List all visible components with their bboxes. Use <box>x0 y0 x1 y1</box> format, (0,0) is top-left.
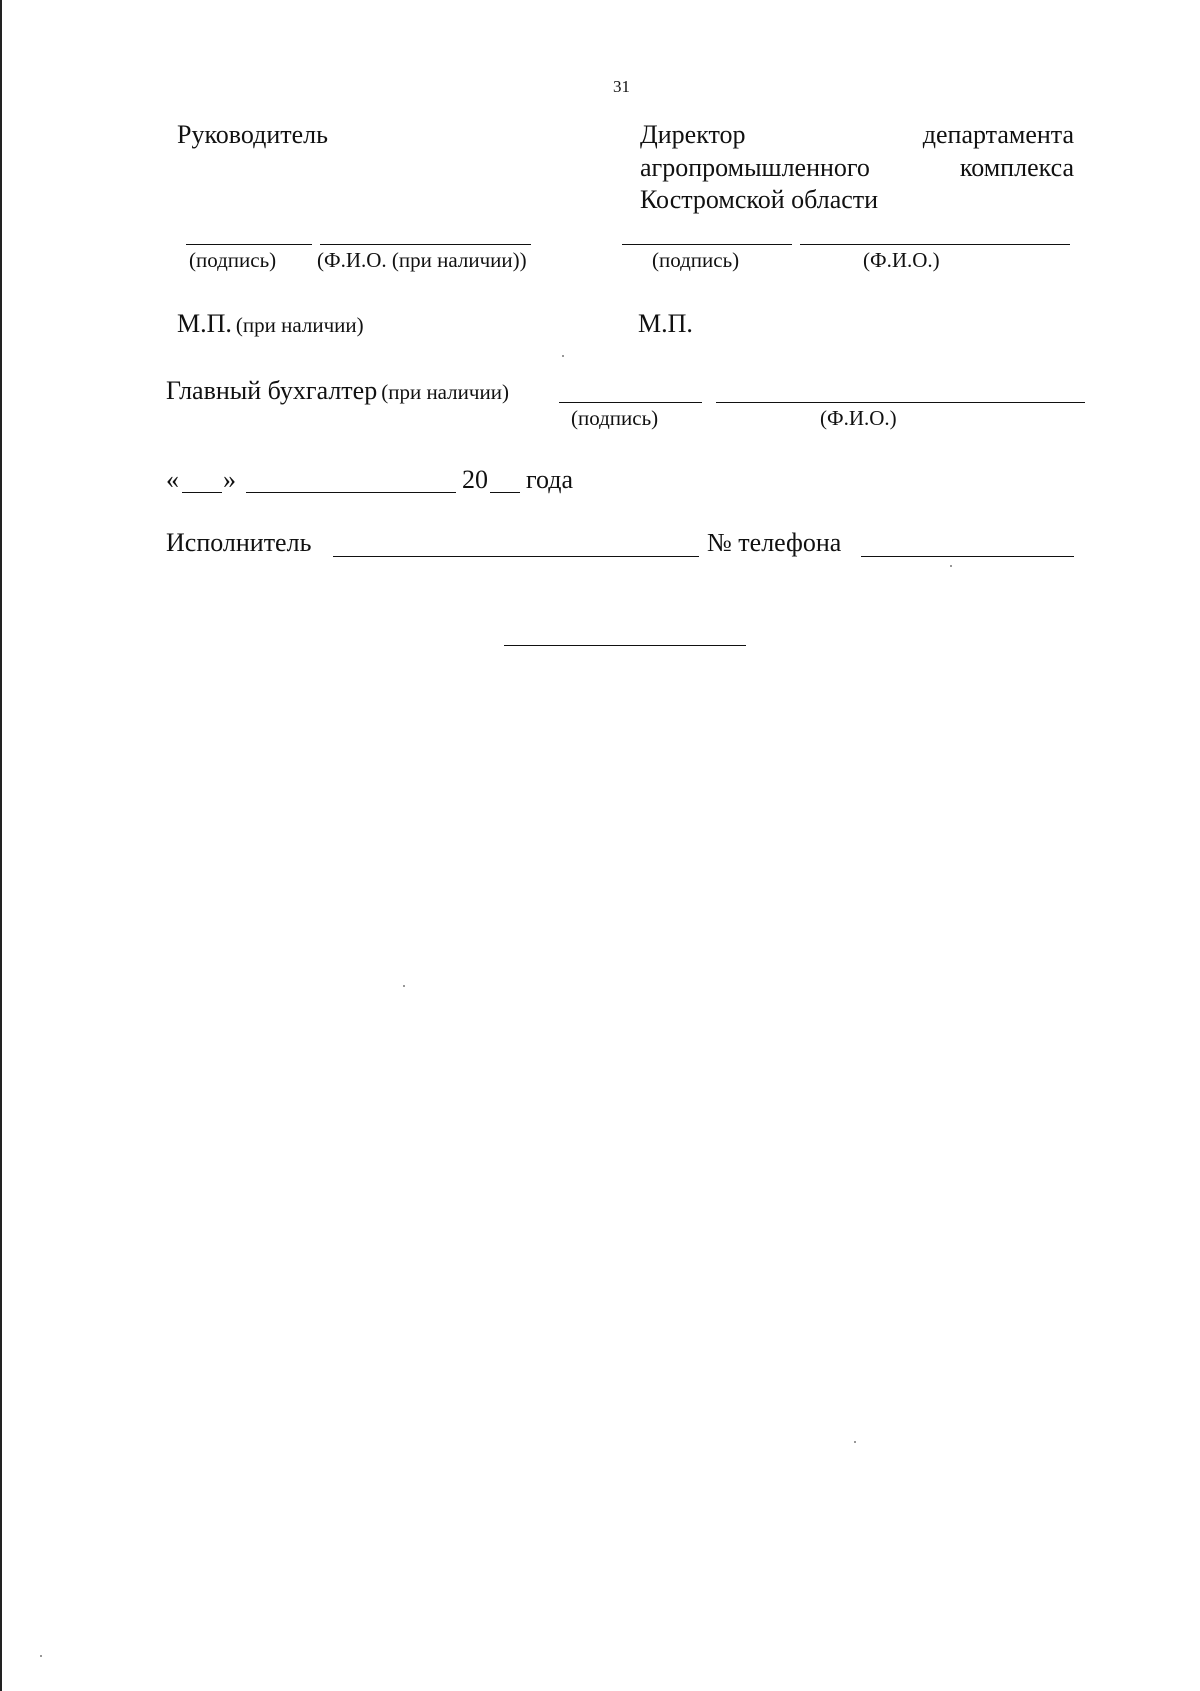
right-title-line-2 <box>640 155 1074 181</box>
right-title-word-complex: комплекса <box>959 153 1074 182</box>
scan-speck <box>854 1441 856 1443</box>
executor-label: Исполнитель <box>166 528 312 557</box>
left-stamp-label: М.П. <box>177 309 232 338</box>
phone-line <box>861 556 1074 557</box>
right-title-line-3: Костромской области <box>640 185 879 214</box>
right-title-word-agro: агропромышленного <box>640 153 870 182</box>
left-fio-caption: (Ф.И.О. (при наличии)) <box>317 248 527 272</box>
left-signature-caption: (подпись) <box>189 248 277 272</box>
scan-speck <box>950 565 952 567</box>
left-stamp-note: (при наличии) <box>235 313 364 337</box>
accountant-signature-line <box>559 402 702 403</box>
page-number: 31 <box>613 77 630 96</box>
right-signature-caption: (подпись) <box>652 248 740 272</box>
right-signature-line <box>622 244 792 245</box>
scan-speck <box>562 355 564 357</box>
left-title: Руководитель <box>177 120 328 149</box>
date-year-line <box>490 492 520 493</box>
date-year-suffix: года <box>526 465 574 494</box>
date-open-quote: « <box>166 465 179 494</box>
accountant-note: (при наличии) <box>381 380 509 404</box>
page-edge <box>0 0 2 1691</box>
right-title-word-department: департамента <box>922 120 1074 149</box>
accountant-fio-caption: (Ф.И.О.) <box>820 406 897 430</box>
accountant-label: Главный бухгалтер <box>166 376 378 405</box>
accountant-signature-caption: (подпись) <box>571 406 659 430</box>
executor-line <box>333 556 699 557</box>
right-title-word-director: Директор <box>640 120 746 149</box>
left-fio-line <box>320 244 531 245</box>
accountant-label-group <box>166 378 509 404</box>
date-month-line <box>246 492 456 493</box>
right-title-line-1 <box>640 122 1074 148</box>
left-signature-line <box>186 244 312 245</box>
scan-speck <box>40 1655 42 1657</box>
right-fio-line <box>800 244 1070 245</box>
date-day-line <box>182 492 222 493</box>
phone-label: № телефона <box>707 528 842 557</box>
accountant-fio-line <box>716 402 1085 403</box>
scan-speck <box>403 985 405 987</box>
end-separator <box>504 645 746 646</box>
left-stamp <box>177 311 364 337</box>
date-close-quote: » <box>223 465 236 494</box>
right-stamp: М.П. <box>638 309 693 338</box>
date-year-prefix: 20 <box>462 465 488 494</box>
right-fio-caption: (Ф.И.О.) <box>863 248 940 272</box>
